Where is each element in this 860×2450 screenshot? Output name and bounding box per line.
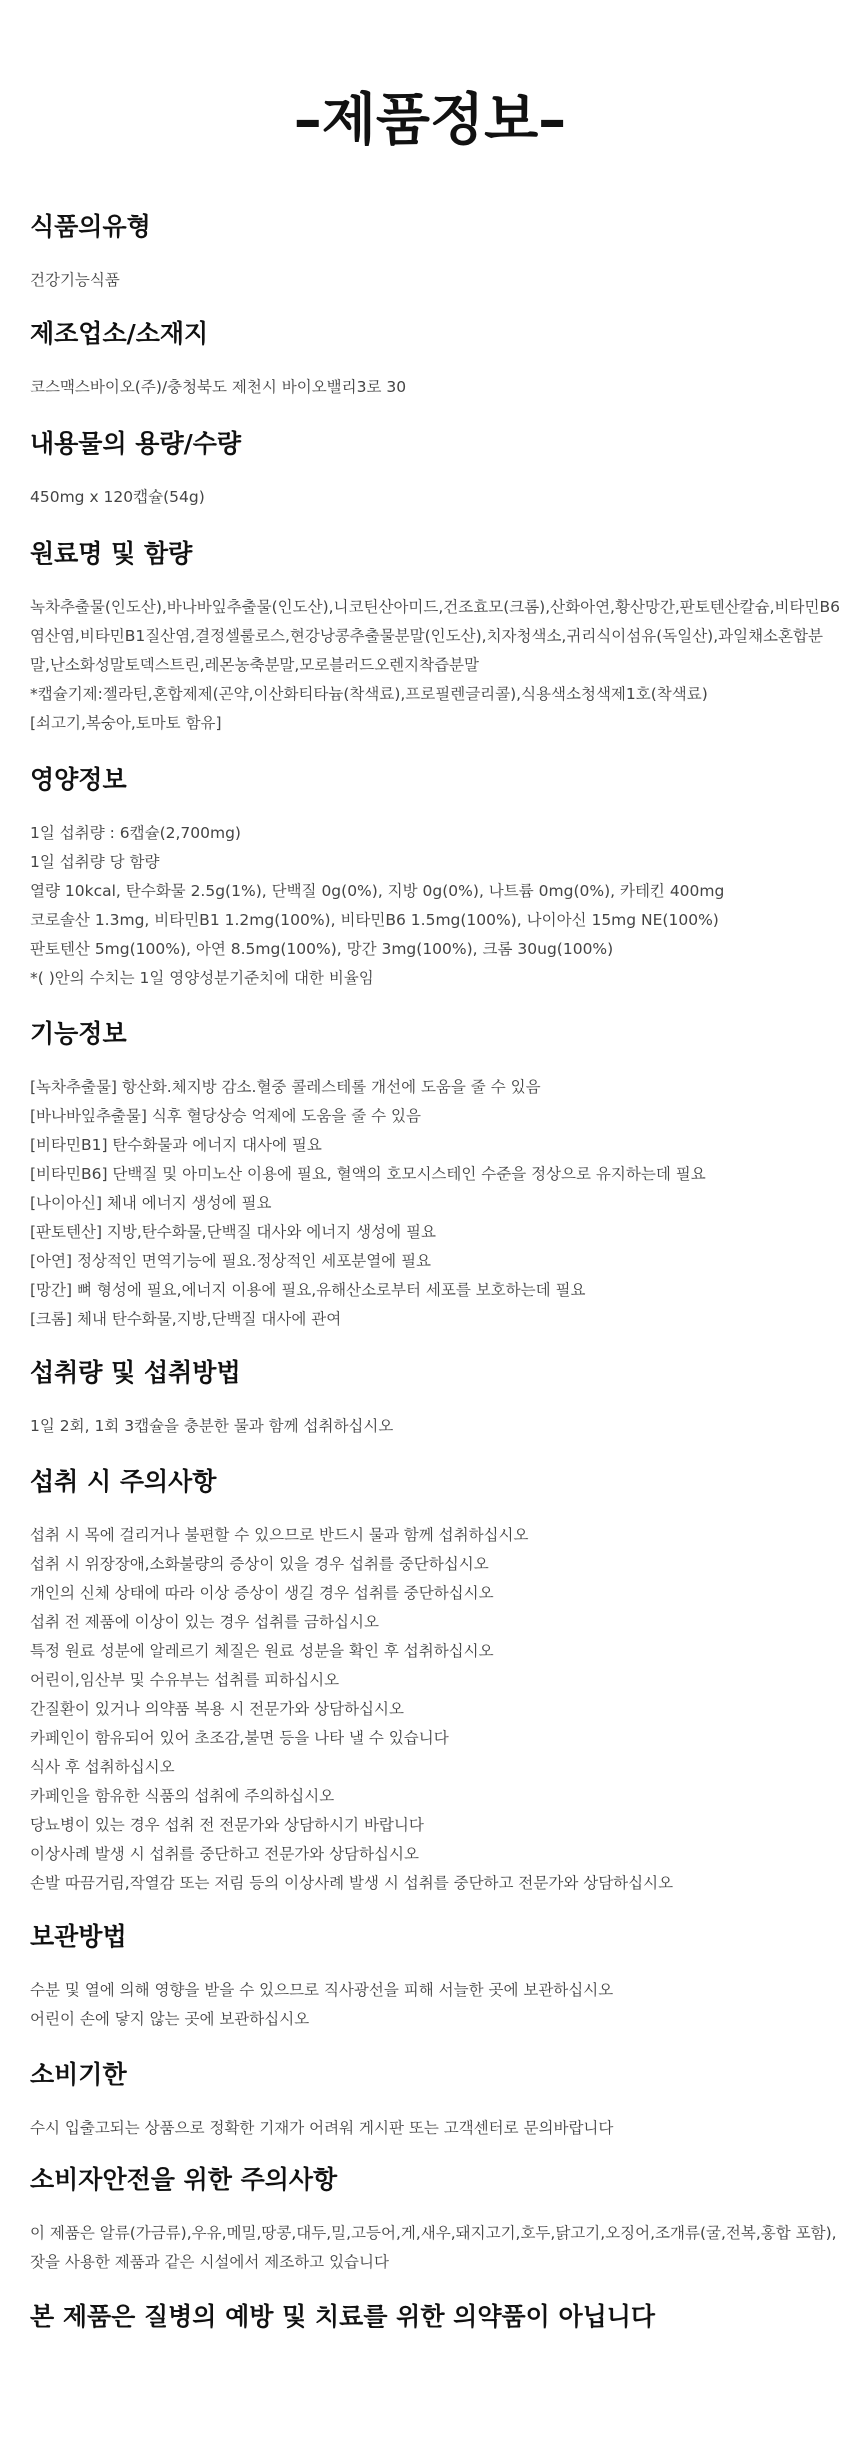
section-ingredients <box>30 537 840 738</box>
section-function <box>30 1017 840 1334</box>
page-title: –제품정보– <box>293 88 567 153</box>
section-text: 섭취 전 제품에 이상이 있는 경우 섭취를 금하십시오 <box>30 1613 379 1631</box>
section-text: 섭취 시 목에 걸리거나 불편할 수 있으므로 반드시 물과 함께 섭취하십시오 <box>30 1526 529 1544</box>
section-text: [크롬] 체내 탄수화물,지방,단백질 대사에 관여 <box>30 1310 342 1328</box>
section-text: *캡슐기제:젤라틴,혼합제제(곤약,이산화티타늄(착색료),프로필렌글리콜),식용색소청색제1호(착색료) <box>30 685 708 703</box>
section-consumer-safety <box>30 2163 840 2277</box>
section-heading: 소비자안전을 위한 주의사항 <box>30 2165 338 2194</box>
section-food-type <box>30 210 840 295</box>
section-text: 수시 입출고되는 상품으로 정확한 기재가 어려워 게시판 또는 고객센터로 문의바랍니다 <box>30 2119 614 2137</box>
section-text: 섭취 시 위장장애,소화불량의 증상이 있을 경우 섭취를 중단하십시오 <box>30 1555 489 1573</box>
section-heading: 기능정보 <box>30 1019 127 1048</box>
final-notice: 본 제품은 질병의 예방 및 치료를 위한 의약품이 아닙니다 <box>30 2302 656 2331</box>
section-text: 당뇨병이 있는 경우 섭취 전 전문가와 상담하시기 바랍니다 <box>30 1816 424 1834</box>
section-text: [비타민B6] 단백질 및 아미노산 이용에 필요, 혈액의 호모시스테인 수준을 정상으로 유지하는데 필요 <box>30 1165 706 1183</box>
section-text: [아연] 정상적인 면역기능에 필요.정상적인 세포분열에 필요 <box>30 1252 432 1270</box>
section-heading: 원료명 및 함량 <box>30 539 193 568</box>
section-text: 코로솔산 1.3mg, 비타민B1 1.2mg(100%), 비타민B6 1.5mg(100%), 나이아신 15mg NE(100%) <box>30 911 719 929</box>
section-text: 이상사례 발생 시 섭취를 중단하고 전문가와 상담하십시오 <box>30 1845 419 1863</box>
section-text: [판토텐산] 지방,탄수화물,단백질 대사와 에너지 생성에 필요 <box>30 1223 436 1241</box>
section-text: *( )안의 수치는 1일 영양성분기준치에 대한 비율임 <box>30 969 374 987</box>
section-heading: 보관방법 <box>30 1922 127 1951</box>
section-text: 어린이 손에 닿지 않는 곳에 보관하십시오 <box>30 2010 310 2028</box>
section-storage <box>30 1920 840 2034</box>
section-text: 450mg x 120캡슐(54g) <box>30 488 205 506</box>
section-expiry <box>30 2058 840 2143</box>
section-heading: 내용물의 용량/수량 <box>30 429 242 458</box>
section-heading: 섭취량 및 섭취방법 <box>30 1358 241 1387</box>
section-text: 판토텐산 5mg(100%), 아연 8.5mg(100%), 망간 3mg(100%), 크롬 30ug(100%) <box>30 940 614 958</box>
section-text: 1일 2회, 1회 3캡슐을 충분한 물과 함께 섭취하십시오 <box>30 1417 394 1435</box>
section-heading: 영양정보 <box>30 765 127 794</box>
section-text: [비타민B1] 탄수화물과 에너지 대사에 필요 <box>30 1136 322 1154</box>
section-text: 어린이,임산부 및 수유부는 섭취를 피하십시오 <box>30 1671 340 1689</box>
section-text: 이 제품은 알류(가금류),우유,메밀,땅콩,대두,밀,고등어,게,새우,돼지고기,호두,닭고기,오징어,조개류(굴,전복,홍합 포함),잣을 사용한 제품과 같은 시설에서 제조하고 있습니다 <box>30 2224 837 2271</box>
section-text: 수분 및 열에 의해 영향을 받을 수 있으므로 직사광선을 피해 서늘한 곳에 보관하십시오 <box>30 1981 614 1999</box>
section-manufacturer <box>30 317 840 402</box>
section-text: [나이아신] 체내 에너지 생성에 필요 <box>30 1194 272 1212</box>
section-text: 특정 원료 성분에 알레르기 체질은 원료 성분을 확인 후 섭취하십시오 <box>30 1642 494 1660</box>
section-nutrition <box>30 763 840 993</box>
section-text: [바나바잎추출물] 식후 혈당상승 억제에 도움을 줄 수 있음 <box>30 1107 421 1125</box>
section-intake-cautions <box>30 1465 840 1898</box>
section-text: 개인의 신체 상태에 따라 이상 증상이 생길 경우 섭취를 중단하십시오 <box>30 1584 494 1602</box>
section-heading: 섭취 시 주의사항 <box>30 1467 217 1496</box>
section-text: 카페인이 함유되어 있어 초조감,불면 등을 나타 낼 수 있습니다 <box>30 1729 449 1747</box>
section-text: [쇠고기,복숭아,토마토 함유] <box>30 714 222 732</box>
section-text: 코스맥스바이오(주)/충청북도 제천시 바이오밸리3로 30 <box>30 378 407 396</box>
section-text: 1일 섭취량 : 6캡슐(2,700mg) <box>30 824 241 842</box>
section-text: [망간] 뼈 형성에 필요,에너지 이용에 필요,유해산소로부터 세포를 보호하는데 필요 <box>30 1281 586 1299</box>
section-volume <box>30 427 840 512</box>
section-text: 건강기능식품 <box>30 271 120 289</box>
section-text: 손발 따끔거림,작열감 또는 저림 등의 이상사례 발생 시 섭취를 중단하고 전문가와 상담하십시오 <box>30 1874 674 1892</box>
section-text: 녹차추출물(인도산),바나바잎추출물(인도산),니코틴산아미드,건조효모(크롬),산화아연,황산망간,판토텐산칼슘,비타민B6염산염,비타민B1질산염,결정셀룰로스,현강낭콩추출물분말(인도산),치자청색소,귀리식이섬유(독일산),과일채소혼합분말,난소화성말토덱스트린,레몬농축분말,모로블러드오렌지착즙분말 <box>30 598 840 674</box>
section-heading: 식품의유형 <box>30 212 151 241</box>
section-text: 간질환이 있거나 의약품 복용 시 전문가와 상담하십시오 <box>30 1700 404 1718</box>
section-text: 카페인을 함유한 식품의 섭취에 주의하십시오 <box>30 1787 335 1805</box>
section-heading: 제조업소/소재지 <box>30 319 209 348</box>
section-text: [녹차추출물] 항산화.체지방 감소.혈중 콜레스테롤 개선에 도움을 줄 수 있음 <box>30 1078 541 1096</box>
section-text: 열량 10kcal, 탄수화물 2.5g(1%), 단백질 0g(0%), 지방 0g(0%), 나트륨 0mg(0%), 카테킨 400mg <box>30 882 725 900</box>
section-intake-method <box>30 1356 840 1441</box>
section-heading: 소비기한 <box>30 2060 127 2089</box>
section-text: 식사 후 섭취하십시오 <box>30 1758 175 1776</box>
section-text: 1일 섭취량 당 함량 <box>30 853 160 871</box>
